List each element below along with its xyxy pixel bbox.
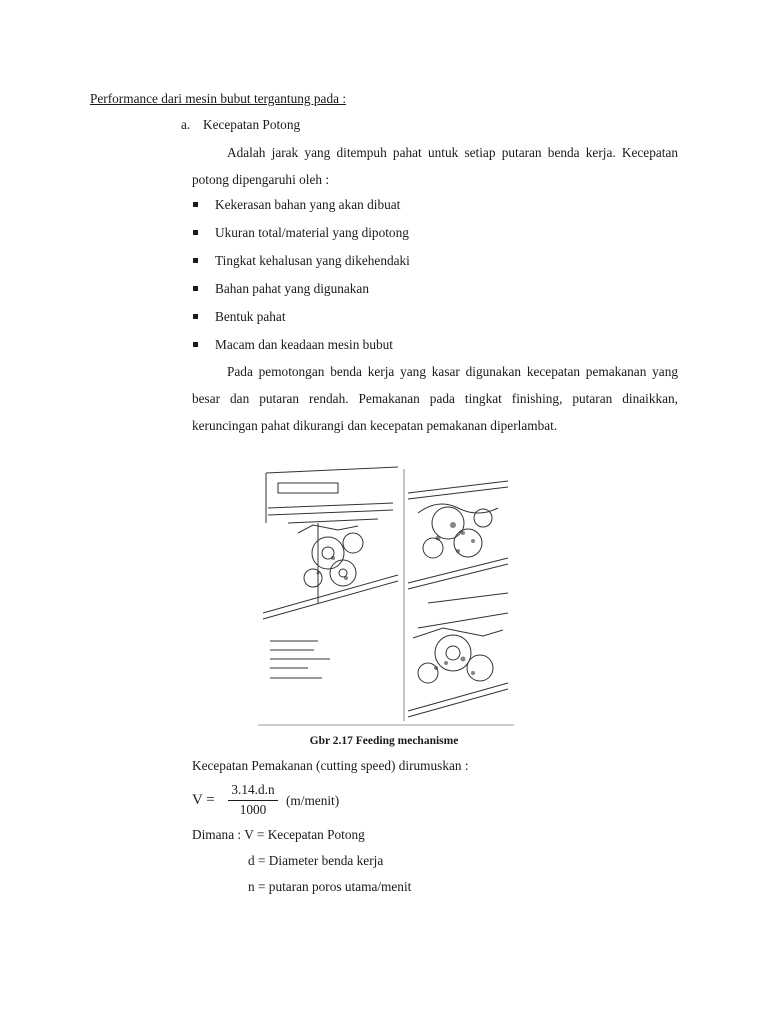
paragraph-definition [192, 139, 678, 193]
definition-n: n = putaran poros utama/menit [248, 879, 412, 894]
paragraph-definition-text: Adalah jarak yang ditempuh pahat untuk setiap putaran benda kerja. Kecepatan potong dipengaruhi oleh : [192, 145, 678, 187]
page-heading: Performance dari mesin bubut tergantung pada : [90, 91, 347, 106]
feeding-mechanism-figure [258, 463, 514, 727]
factor-list [192, 191, 410, 359]
list-item: Ukuran total/material yang dipotong [192, 219, 410, 247]
section-title: Kecepatan Potong [203, 117, 301, 132]
formula-lhs: V = [192, 792, 215, 808]
list-item: Macam dan keadaan mesin bubut [192, 331, 410, 359]
mechanism-drawing [258, 463, 514, 727]
cutting-speed-line: Kecepatan Pemakanan (cutting speed) dirumuskan : [192, 758, 469, 773]
list-item: Kekerasan bahan yang akan dibuat [192, 191, 410, 219]
figure-caption: Gbr 2.17 Feeding mechanisme [309, 735, 459, 747]
formula-unit: (m/menit) [286, 793, 340, 808]
cutting-speed-formula [192, 782, 392, 820]
formula-denominator: 1000 [239, 802, 267, 817]
definition-v: Dimana : V = Kecepatan Potong [192, 827, 365, 842]
paragraph-cutting-text: Pada pemotongan benda kerja yang kasar digunakan kecepatan pemakanan yang besar dan putaran rendah. Pemakanan pada tingkat finishing, putaran dinaikkan, keruncingan pahat dikurangi dan kecepatan pemakanan diperlambat. [192, 364, 678, 433]
list-item: Tingkat kehalusan yang dikehendaki [192, 247, 410, 275]
definition-d: d = Diameter benda kerja [248, 853, 384, 868]
formula-numerator: 3.14.d.n [231, 782, 275, 797]
paragraph-cutting [192, 358, 678, 439]
section-letter: a. [181, 117, 191, 132]
list-item: Bentuk pahat [192, 303, 410, 331]
list-item: Bahan pahat yang digunakan [192, 275, 410, 303]
fraction-bar [228, 800, 278, 801]
